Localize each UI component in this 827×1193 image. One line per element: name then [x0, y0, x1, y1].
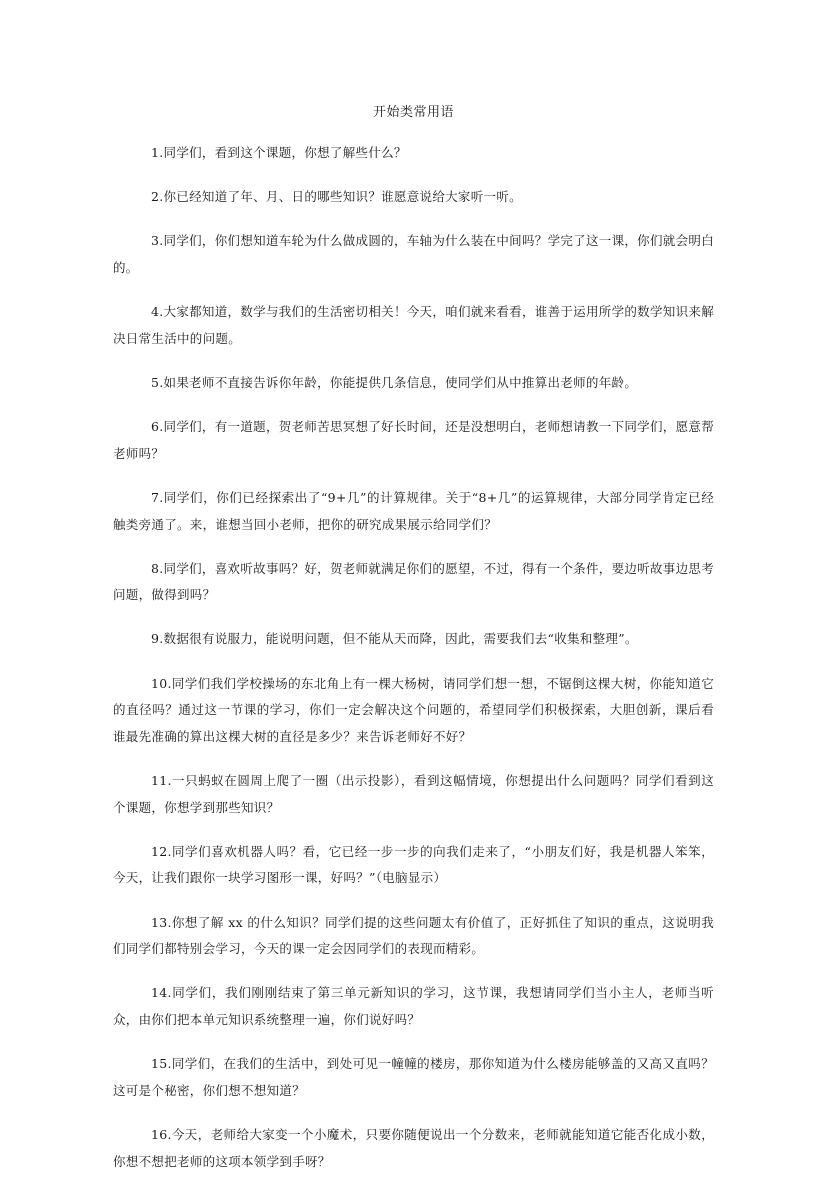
- paragraph-12: 12.同学们喜欢机器人吗？看，它已经一步一步的向我们走来了，“小朋友们好，我是机器人笨笨，今天，让我们跟你一块学习图形一课，好吗？”（电脑显示）: [113, 843, 714, 886]
- paragraph-15: 15.同学们，在我们的生活中，到处可见一幢幢的楼房，那你知道为什么楼房能够盖的又高又直吗？这可是个秘密，你们想不想知道？: [113, 1056, 714, 1098]
- paragraph-4: 4.大家都知道，数学与我们的生活密切相关！今天，咱们就来看看，谁善于运用所学的数学知识来解决日常生活中的问题。: [113, 304, 714, 346]
- paragraph-5: 5.如果老师不直接告诉你年龄，你能提供几条信息，使同学们从中推算出老师的年龄。: [151, 374, 638, 390]
- document-body: [113, 140, 714, 1193]
- paragraph-3: 3.同学们，你们想知道车轮为什么做成圆的，车轴为什么装在中间吗？学完了这一课，你们就会明白的。: [113, 233, 714, 275]
- paragraph-9: 9.数据很有说服力，能说明问题，但不能从天而降，因此，需要我们去“收集和整理”。: [151, 631, 638, 647]
- paragraph-1: 1.同学们，看到这个课题，你想了解些什么？: [151, 145, 407, 160]
- paragraph-7: 7.同学们，你们已经探索出了“9+几”的计算规律。关于“8+几”的运算规律，大部分同学肯定已经触类旁通了。来，谁想当回小老师，把你的研究成果展示给同学们？: [113, 489, 714, 532]
- paragraph-8: 8.同学们，喜欢听故事吗？好，贺老师就满足你们的愿望，不过，得有一个条件，要边听故事边思考问题，做得到吗？: [113, 560, 714, 603]
- paragraph-10: 10.同学们我们学校操场的东北角上有一棵大杨树，请同学们想一想，不锯倒这棵大树，你能知道它的直径吗？通过这一节课的学习，你们一定会解决这个问题的，希望同学们积极探索，大胆创新，课后看谁最先准确的算出这棵大树的直径是多少？来告诉老师好不好？: [113, 675, 714, 744]
- paragraph-14: 14.同学们，我们刚刚结束了第三单元新知识的学习，这节课，我想请同学们当小主人，老师当听众，由你们把本单元知识系统整理一遍，你们说好吗？: [113, 985, 714, 1027]
- document-title: 开始类常用语: [372, 105, 454, 120]
- paragraph-2: 2.你已经知道了年、月、日的哪些知识？谁愿意说给大家听一听。: [151, 189, 522, 205]
- paragraph-11: 11.一只蚂蚁在圆周上爬了一圈（出示投影），看到这幅情境，你想提出什么问题吗？同学们看到这个课题，你想学到那些知识？: [113, 773, 714, 815]
- paragraph-16: 16.今天，老师给大家变一个小魔术，只要你随便说出一个分数来，老师就能知道它能否化成小数，你想不想把老师的这项本领学到手呀？: [113, 1126, 714, 1169]
- paragraph-13: 13.你想了解 xx 的什么知识？同学们提的这些问题太有价值了，正好抓住了知识的重点，这说明我们同学们都特别会学习，今天的课一定会因同学们的表现而精彩。: [113, 914, 714, 957]
- paragraph-6: 6.同学们，有一道题，贺老师苦思冥想了好长时间，还是没想明白，老师想请教一下同学们，愿意帮老师吗？: [113, 419, 714, 461]
